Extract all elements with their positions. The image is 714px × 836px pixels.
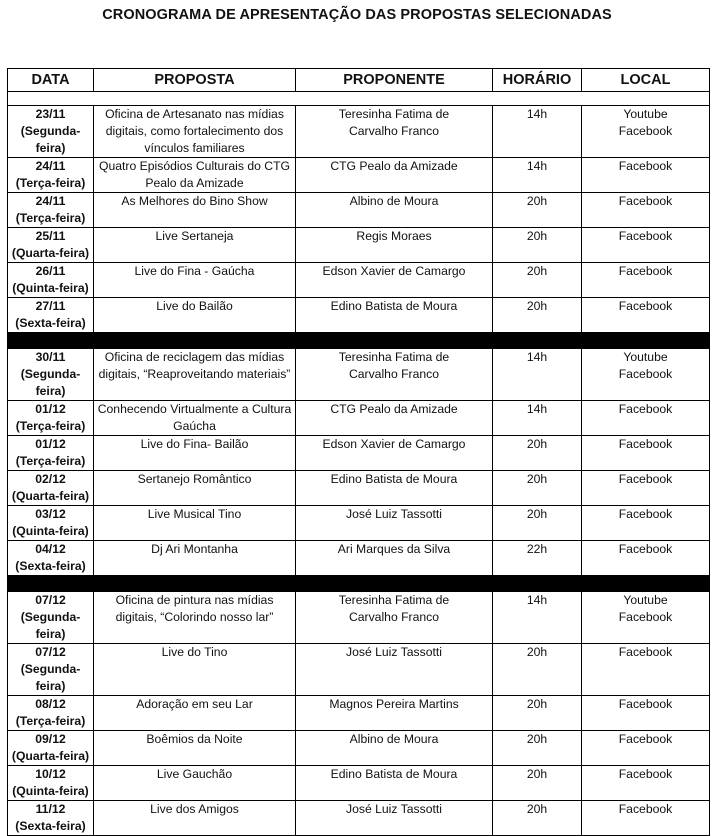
weekday-value: (Terça-feira) xyxy=(15,714,86,728)
proposal-cell: Live do Bailão xyxy=(94,298,296,333)
proposal-cell: Live do Fina- Bailão xyxy=(94,436,296,471)
location-cell: Facebook xyxy=(582,541,710,576)
proposal-cell: Sertanejo Romântico xyxy=(94,471,296,506)
table-row xyxy=(8,228,710,263)
proposal-cell: Live Musical Tino xyxy=(94,506,296,541)
proposal-cell: Live dos Amigos xyxy=(94,801,296,836)
header-location: LOCAL xyxy=(582,69,710,92)
table-row xyxy=(8,506,710,541)
date-cell xyxy=(8,801,94,836)
location-cell: Facebook xyxy=(582,193,710,228)
proponent-cell: José Luiz Tassotti xyxy=(296,506,493,541)
proponent-cell: José Luiz Tassotti xyxy=(296,801,493,836)
proposal-cell: Conhecendo Virtualmente a Cultura Gaúcha xyxy=(94,401,296,436)
time-cell: 20h xyxy=(493,228,582,263)
date-value: 24/11 xyxy=(35,194,66,208)
date-cell xyxy=(8,401,94,436)
time-cell: 20h xyxy=(493,696,582,731)
date-cell xyxy=(8,228,94,263)
time-cell: 14h xyxy=(493,401,582,436)
table-row xyxy=(8,193,710,228)
proponent-cell: CTG Pealo da Amizade xyxy=(296,401,493,436)
proposal-cell: Oficina de Artesanato nas mídias digitais, como fortalecimento dos vínculos familiares xyxy=(94,106,296,158)
header-proponent: PROPONENTE xyxy=(296,69,493,92)
table-row xyxy=(8,349,710,401)
location-cell: Facebook xyxy=(582,298,710,333)
weekday-value: (Quarta-feira) xyxy=(11,749,90,763)
header-date: DATA xyxy=(8,69,94,92)
date-cell xyxy=(8,696,94,731)
proponent-cell: Edino Batista de Moura xyxy=(296,766,493,801)
proponent-cell: Teresinha Fatima de Carvalho Franco xyxy=(296,592,493,644)
location-cell: Youtube Facebook xyxy=(582,592,710,644)
location-cell: Facebook xyxy=(582,471,710,506)
weekday-value: (Quarta-feira) xyxy=(11,489,90,503)
weekday-value: (Segunda-feira) xyxy=(20,610,81,641)
date-value: 25/11 xyxy=(35,229,66,243)
date-value: 26/11 xyxy=(35,264,66,278)
table-row xyxy=(8,401,710,436)
location-cell: Youtube Facebook xyxy=(582,106,710,158)
date-value: 02/12 xyxy=(35,472,66,486)
table-row xyxy=(8,766,710,801)
table-row xyxy=(8,644,710,696)
location-cell: Facebook xyxy=(582,228,710,263)
date-cell xyxy=(8,263,94,298)
location-cell: Facebook xyxy=(582,401,710,436)
table-row xyxy=(8,298,710,333)
proponent-cell: Regis Moraes xyxy=(296,228,493,263)
date-value: 09/12 xyxy=(35,732,66,746)
time-cell: 20h xyxy=(493,298,582,333)
time-cell: 20h xyxy=(493,436,582,471)
proposal-cell: Live Sertaneja xyxy=(94,228,296,263)
date-value: 27/11 xyxy=(35,299,66,313)
proponent-cell: Ari Marques da Silva xyxy=(296,541,493,576)
location-cell: Facebook xyxy=(582,766,710,801)
weekday-value: (Terça-feira) xyxy=(15,176,86,190)
table-row xyxy=(8,263,710,298)
weekday-value: (Quinta-feira) xyxy=(12,524,89,538)
location-cell: Facebook xyxy=(582,644,710,696)
location-cell: Facebook xyxy=(582,506,710,541)
date-cell xyxy=(8,766,94,801)
weekday-value: (Segunda-feira) xyxy=(20,124,81,155)
date-value: 11/12 xyxy=(35,802,66,816)
date-value: 01/12 xyxy=(35,402,66,416)
date-cell xyxy=(8,644,94,696)
schedule-body xyxy=(8,92,710,836)
proponent-cell: Albino de Moura xyxy=(296,731,493,766)
weekday-value: (Sexta-feira) xyxy=(15,559,86,573)
time-cell: 20h xyxy=(493,506,582,541)
date-value: 30/11 xyxy=(35,350,66,364)
location-cell: Facebook xyxy=(582,801,710,836)
date-value: 07/12 xyxy=(35,645,66,659)
week-separator xyxy=(8,333,710,349)
table-row xyxy=(8,158,710,193)
date-cell xyxy=(8,193,94,228)
header-time: HORÁRIO xyxy=(493,69,582,92)
time-cell: 20h xyxy=(493,193,582,228)
date-value: 01/12 xyxy=(35,437,66,451)
proponent-cell: Edino Batista de Moura xyxy=(296,471,493,506)
table-row xyxy=(8,731,710,766)
proponent-cell: José Luiz Tassotti xyxy=(296,644,493,696)
header-row xyxy=(8,69,710,92)
date-value: 23/11 xyxy=(35,107,66,121)
time-cell: 14h xyxy=(493,106,582,158)
proposal-cell: Quatro Episódios Culturais do CTG Pealo da Amizade xyxy=(94,158,296,193)
proposal-cell: Live do Fina - Gaúcha xyxy=(94,263,296,298)
weekday-value: (Segunda-feira) xyxy=(20,662,81,693)
proponent-cell: Teresinha Fatima de Carvalho Franco xyxy=(296,349,493,401)
time-cell: 20h xyxy=(493,263,582,298)
time-cell: 20h xyxy=(493,471,582,506)
time-cell: 20h xyxy=(493,801,582,836)
table-row xyxy=(8,592,710,644)
table-row xyxy=(8,541,710,576)
date-cell xyxy=(8,592,94,644)
date-value: 24/11 xyxy=(35,159,66,173)
proposal-cell: Oficina de pintura nas mídias digitais, “Colorindo nosso lar” xyxy=(94,592,296,644)
weekday-value: (Quarta-feira) xyxy=(11,246,90,260)
proposal-cell: Oficina de reciclagem das mídias digitais, “Reaproveitando materiais” xyxy=(94,349,296,401)
proponent-cell: Edson Xavier de Camargo xyxy=(296,436,493,471)
time-cell: 20h xyxy=(493,644,582,696)
document-title: CRONOGRAMA DE APRESENTAÇÃO DAS PROPOSTAS SELECIONADAS xyxy=(102,7,612,23)
proponent-cell: Edson Xavier de Camargo xyxy=(296,263,493,298)
time-cell: 14h xyxy=(493,349,582,401)
date-cell xyxy=(8,541,94,576)
weekday-value: (Terça-feira) xyxy=(15,211,86,225)
date-value: 04/12 xyxy=(35,542,66,556)
weekday-value: (Sexta-feira) xyxy=(15,819,86,833)
date-cell xyxy=(8,298,94,333)
spacer-row xyxy=(8,92,710,106)
proponent-cell: CTG Pealo da Amizade xyxy=(296,158,493,193)
table-row xyxy=(8,696,710,731)
location-cell: Facebook xyxy=(582,696,710,731)
proposal-cell: Boêmios da Noite xyxy=(94,731,296,766)
location-cell: Facebook xyxy=(582,436,710,471)
date-cell xyxy=(8,731,94,766)
weekday-value: (Sexta-feira) xyxy=(15,316,86,330)
date-value: 07/12 xyxy=(35,593,66,607)
date-cell xyxy=(8,349,94,401)
table-row xyxy=(8,471,710,506)
time-cell: 20h xyxy=(493,731,582,766)
time-cell: 14h xyxy=(493,158,582,193)
location-cell: Facebook xyxy=(582,263,710,298)
proposal-cell: Dj Ari Montanha xyxy=(94,541,296,576)
table-row xyxy=(8,436,710,471)
table-row xyxy=(8,801,710,836)
header-proposal: PROPOSTA xyxy=(94,69,296,92)
proposal-cell: Live Gauchão xyxy=(94,766,296,801)
date-value: 03/12 xyxy=(35,507,66,521)
proponent-cell: Albino de Moura xyxy=(296,193,493,228)
table-row xyxy=(8,106,710,158)
weekday-value: (Segunda-feira) xyxy=(20,367,81,398)
date-value: 08/12 xyxy=(35,697,66,711)
proponent-cell: Magnos Pereira Martins xyxy=(296,696,493,731)
proponent-cell: Edino Batista de Moura xyxy=(296,298,493,333)
location-cell: Facebook xyxy=(582,731,710,766)
location-cell: Youtube Facebook xyxy=(582,349,710,401)
proposal-cell: Live do Tino xyxy=(94,644,296,696)
weekday-value: (Quinta-feira) xyxy=(12,281,89,295)
time-cell: 14h xyxy=(493,592,582,644)
time-cell: 20h xyxy=(493,766,582,801)
schedule-table xyxy=(7,68,710,836)
weekday-value: (Terça-feira) xyxy=(15,454,86,468)
date-cell xyxy=(8,506,94,541)
date-cell xyxy=(8,158,94,193)
date-cell xyxy=(8,436,94,471)
location-cell: Facebook xyxy=(582,158,710,193)
week-separator xyxy=(8,576,710,592)
date-value: 10/12 xyxy=(35,767,66,781)
weekday-value: (Quinta-feira) xyxy=(12,784,89,798)
weekday-value: (Terça-feira) xyxy=(15,419,86,433)
date-cell xyxy=(8,471,94,506)
proponent-cell: Teresinha Fatima de Carvalho Franco xyxy=(296,106,493,158)
proposal-cell: As Melhores do Bino Show xyxy=(94,193,296,228)
time-cell: 22h xyxy=(493,541,582,576)
date-cell xyxy=(8,106,94,158)
proposal-cell: Adoração em seu Lar xyxy=(94,696,296,731)
